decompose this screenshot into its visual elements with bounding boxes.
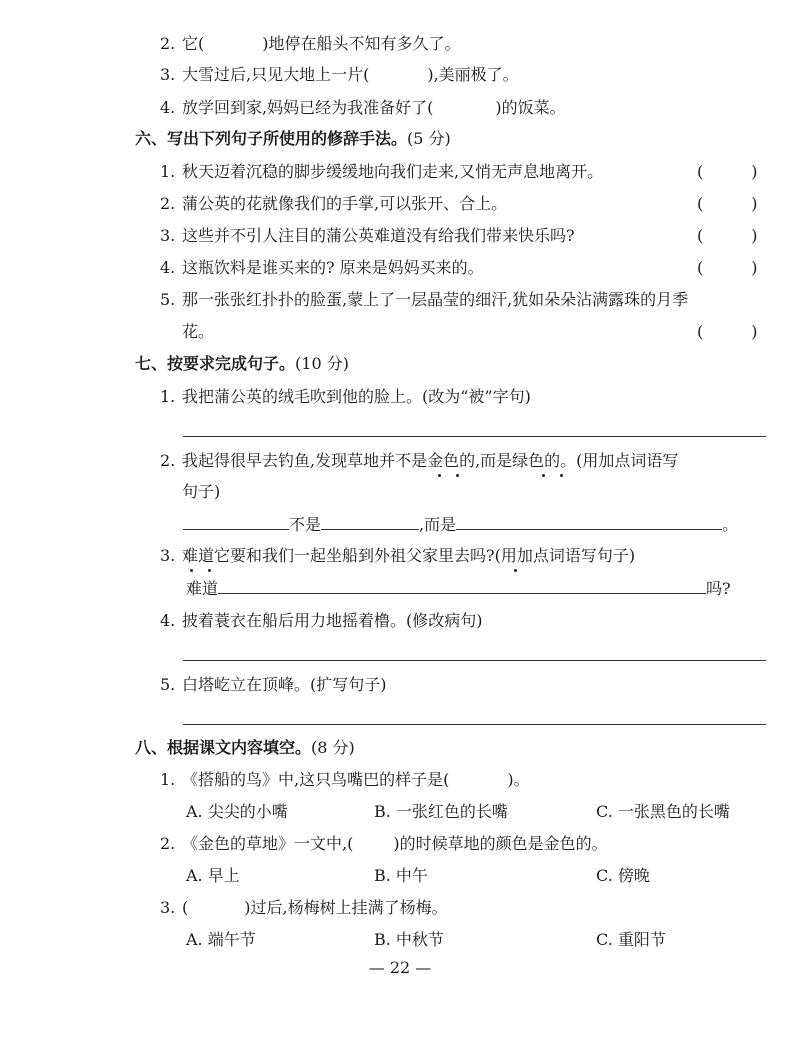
section-7-heading: 七、按要求完成句子。(10 分) (135, 354, 349, 373)
answer-line[interactable] (321, 513, 419, 530)
option-b[interactable]: B. 中午 (374, 866, 428, 885)
emphasis-dot (560, 474, 563, 477)
section-8-heading: 八、根据课文内容填空。(8 分) (135, 738, 355, 757)
s8-question-3: 3. ( )过后,杨梅树上挂满了杨梅。 (160, 898, 448, 917)
s5-item-2: 2. 它( )地停在船头不知有多久了。 (160, 34, 461, 53)
option-c[interactable]: C. 傍晚 (596, 866, 650, 885)
s6-answer-3[interactable]: ( ) (697, 226, 758, 245)
emphasis-dot (514, 569, 517, 572)
option-a[interactable]: A. 早上 (186, 866, 240, 885)
s6-answer-5[interactable]: ( ) (697, 322, 758, 341)
s7-item-2: 2. 我起得很早去钓鱼,发现草地并不是金色的,而是绿色的。(用加点词语写 (160, 451, 679, 470)
section-6-heading: 六、写出下列句子所使用的修辞手法。(5 分) (135, 129, 451, 148)
option-a[interactable]: A. 端午节 (186, 930, 256, 949)
s7-item-3-answer: 难道 吗? (186, 579, 731, 598)
emphasis-dot (456, 474, 459, 477)
page-number: — 22 — (368, 958, 432, 977)
option-c[interactable]: C. 重阳节 (596, 930, 666, 949)
s6-item-1: 1. 秋天迈着沉稳的脚步缓缓地向我们走来,又悄无声息地离开。 (160, 162, 604, 181)
option-c[interactable]: C. 一张黑色的长嘴 (596, 802, 730, 821)
s7-item-2-cont: 句子) (182, 482, 221, 501)
option-b[interactable]: B. 中秋节 (374, 930, 444, 949)
s8-question-2: 2. 《金色的草地》一文中,( )的时候草地的颜色是金色的。 (160, 834, 608, 853)
emphasis-dot (542, 474, 545, 477)
s7-item-2-answer: 不是 ,而是 。 (183, 513, 738, 536)
s6-item-3: 3. 这些并不引人注目的蒲公英难道没有给我们带来快乐吗? (160, 226, 575, 245)
s6-item-4: 4. 这瓶饮料是谁买来的? 原来是妈妈买来的。 (160, 258, 484, 277)
s6-answer-1[interactable]: ( ) (697, 162, 758, 181)
s6-item-5: 5. 那一张张红扑扑的脸蛋,蒙上了一层晶莹的细汗,犹如朵朵沾满露珠的月季 (160, 290, 689, 309)
emphasis-dot (438, 474, 441, 477)
emphasis-dot (208, 569, 211, 572)
answer-line[interactable] (183, 724, 766, 725)
s6-item-5-cont: 花。 (182, 322, 215, 341)
s5-item-4: 4. 放学回到家,妈妈已经为我准备好了( )的饭菜。 (160, 98, 566, 117)
emphasis-dot (190, 569, 193, 572)
s6-answer-4[interactable]: ( ) (697, 258, 758, 277)
s8-question-1: 1. 《搭船的鸟》中,这只鸟嘴巴的样子是( )。 (160, 770, 530, 789)
s6-answer-2[interactable]: ( ) (697, 194, 758, 213)
answer-line[interactable] (183, 436, 766, 437)
s5-item-3: 3. 大雪过后,只见大地上一片( ),美丽极了。 (160, 65, 519, 84)
answer-line[interactable] (218, 577, 706, 594)
s7-item-5: 5. 白塔屹立在顶峰。(扩写句子) (160, 675, 387, 694)
option-a[interactable]: A. 尖尖的小嘴 (186, 802, 288, 821)
s7-item-3: 3. 难道它要和我们一起坐船到外祖父家里去吗?(用加点词语写句子) (160, 546, 636, 565)
answer-line[interactable] (183, 513, 289, 530)
answer-line[interactable] (183, 660, 766, 661)
s6-item-2: 2. 蒲公英的花就像我们的手掌,可以张开、合上。 (160, 194, 508, 213)
s7-item-4: 4. 披着蓑衣在船后用力地摇着橹。(修改病句) (160, 611, 483, 630)
s7-item-1: 1. 我把蒲公英的绒毛吹到他的脸上。(改为“被”字句) (160, 387, 531, 406)
answer-line[interactable] (456, 513, 722, 530)
option-b[interactable]: B. 一张红色的长嘴 (374, 802, 508, 821)
